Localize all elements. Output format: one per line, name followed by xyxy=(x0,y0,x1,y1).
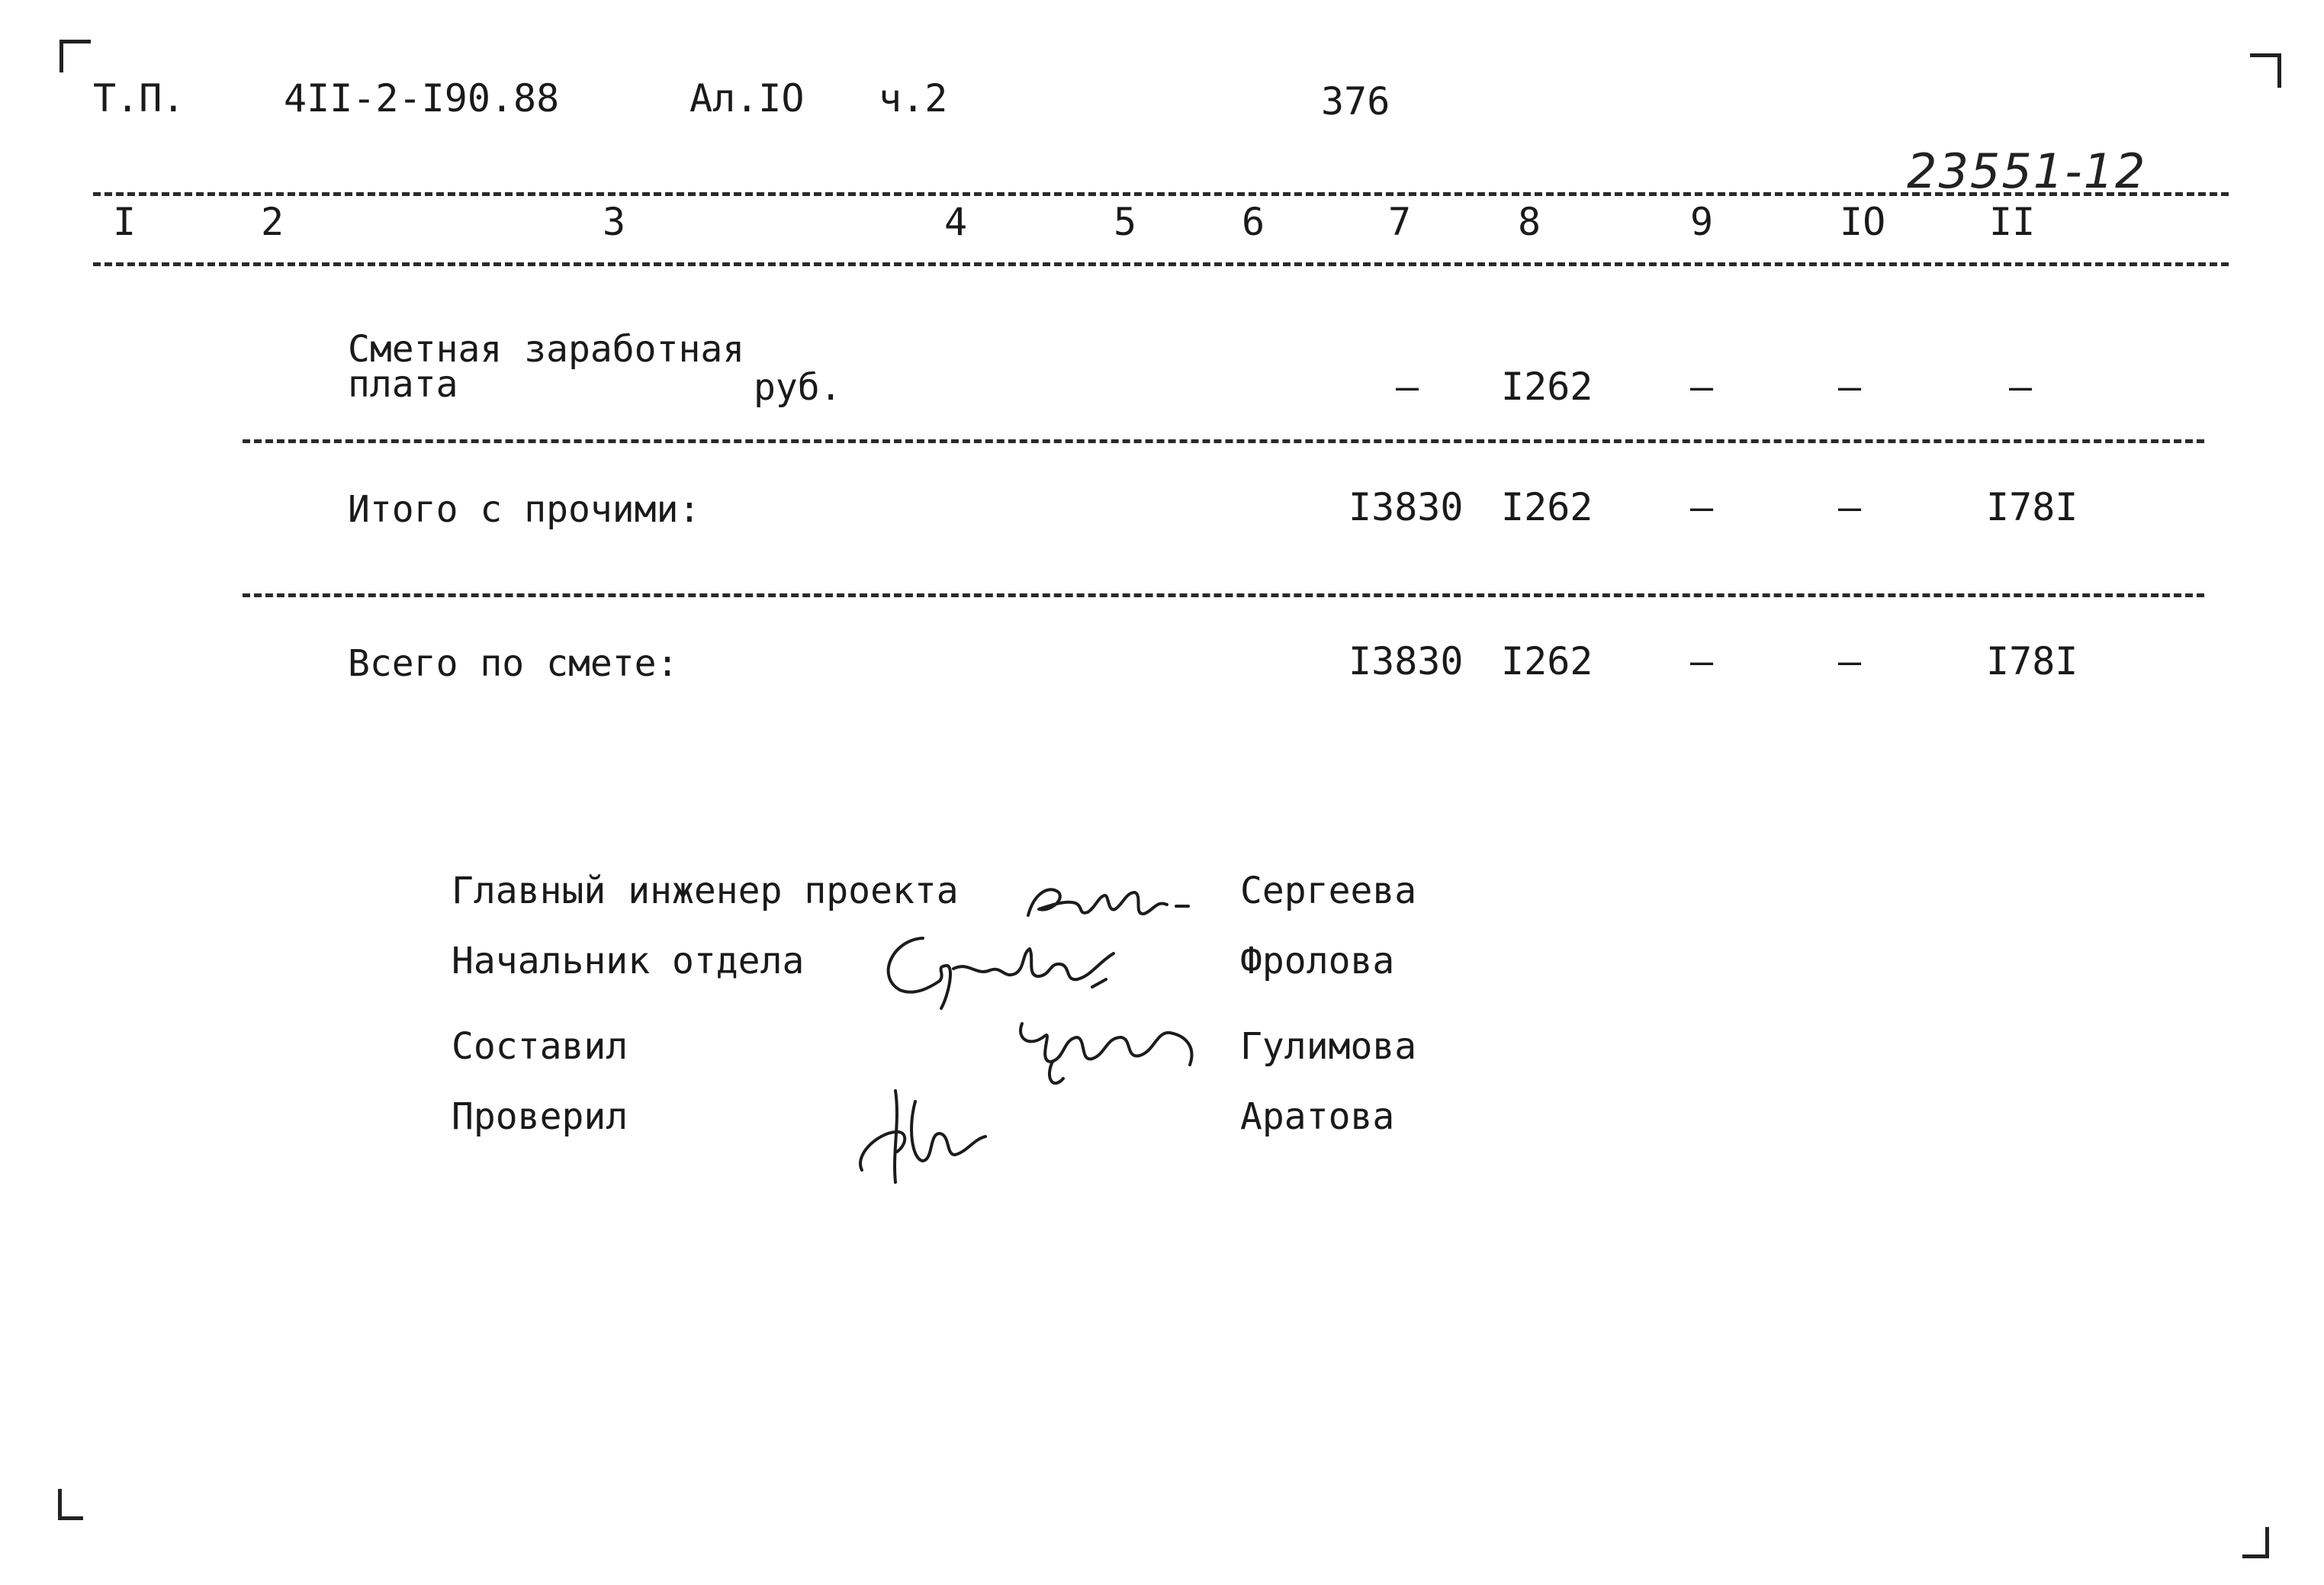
project-code: 4II-2-I90.88 xyxy=(284,76,560,121)
row-unit: руб. xyxy=(754,366,842,409)
table-top-rule xyxy=(93,192,2229,196)
album-label: Ал.IO xyxy=(689,76,805,121)
column-number-10: IO xyxy=(1840,200,1886,244)
row-label-line1: Сметная заработная xyxy=(348,328,745,371)
signature-role-checked-by: Проверил xyxy=(452,1095,628,1138)
signature-role-compiled-by: Составил xyxy=(452,1025,628,1068)
row-col7-value: – xyxy=(1396,365,1419,409)
row-label: Итого с прочими: xyxy=(348,488,701,531)
signature-role-chief-engineer: Главный инженер проекта xyxy=(452,870,959,912)
corner-mark-bottom-right xyxy=(2242,1527,2269,1558)
column-number-4: 4 xyxy=(944,200,968,244)
column-number-3: 3 xyxy=(603,200,626,244)
part-label: ч.2 xyxy=(879,76,948,121)
doc-type-label: Т.П. xyxy=(93,76,185,121)
page-number: 376 xyxy=(1321,79,1390,124)
column-number-8: 8 xyxy=(1518,200,1541,244)
row-col9-value: – xyxy=(1690,485,1714,529)
handwritten-signature-1 xyxy=(1019,870,1194,931)
handwritten-signature-3 xyxy=(1007,1001,1228,1100)
row-col8-value: I262 xyxy=(1501,485,1593,529)
row-col7-value: I3830 xyxy=(1348,485,1464,529)
row-col7-value: I3830 xyxy=(1348,639,1464,683)
corner-mark-top-right xyxy=(2250,53,2281,88)
row-col11-value: I78I xyxy=(1986,639,2078,683)
row-col11-value: – xyxy=(2009,365,2033,409)
column-number-5: 5 xyxy=(1114,200,1137,244)
row-col10-value: – xyxy=(1838,485,1862,529)
corner-mark-top-left xyxy=(59,40,91,72)
signature-name-department-head: Фролова xyxy=(1240,940,1395,982)
row-separator-1 xyxy=(243,439,2204,443)
row-separator-2 xyxy=(243,593,2204,597)
handwritten-sheet-number: 23551-12 xyxy=(1907,143,2147,199)
row-col9-value: – xyxy=(1690,365,1714,409)
corner-mark-bottom-left xyxy=(58,1489,83,1520)
table-header-bottom-rule xyxy=(93,262,2229,266)
column-number-11: II xyxy=(1989,200,2036,244)
row-col8-value: I262 xyxy=(1501,365,1593,409)
signature-name-chief-engineer: Сергеева xyxy=(1240,870,1417,912)
row-col10-value: – xyxy=(1838,639,1862,683)
row-label: Всего по смете: xyxy=(348,642,679,685)
column-number-1: I xyxy=(113,200,137,244)
row-label-line2: плата xyxy=(348,363,458,406)
column-number-7: 7 xyxy=(1388,200,1412,244)
row-col8-value: I262 xyxy=(1501,639,1593,683)
row-col11-value: I78I xyxy=(1986,485,2078,529)
column-number-2: 2 xyxy=(261,200,284,244)
row-col10-value: – xyxy=(1838,365,1862,409)
column-number-9: 9 xyxy=(1690,200,1714,244)
handwritten-signature-4 xyxy=(839,1075,1007,1190)
signature-name-checked-by: Аратова xyxy=(1240,1095,1395,1138)
column-number-6: 6 xyxy=(1242,200,1265,244)
signature-name-compiled-by: Гулимова xyxy=(1240,1025,1417,1068)
signature-role-department-head: Начальник отдела xyxy=(452,940,805,982)
row-col9-value: – xyxy=(1690,639,1714,683)
